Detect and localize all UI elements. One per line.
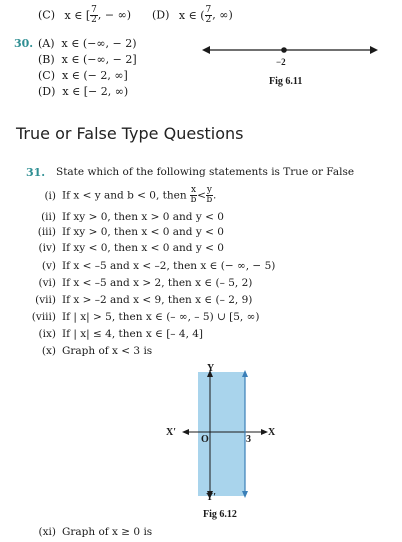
q30-option-a: (A) x ∈ (−∞, − 2) [38, 37, 137, 50]
origin-label: O [201, 434, 209, 445]
fraction: $\frac{7}{2}$ [91, 5, 97, 25]
fraction: $\frac{y}{b}$ [206, 185, 213, 205]
option-label: (C) [38, 8, 55, 22]
option-expr-post: , − ∞) [97, 8, 132, 22]
x-axis-arrow-left-icon [182, 429, 189, 435]
y-prime-axis-label: Y′ [206, 492, 217, 503]
section-heading: True or False Type Questions [16, 124, 244, 143]
figure-caption-6-12: Fig 6.12 [203, 509, 237, 520]
x-prime-axis-label: X′ [166, 427, 177, 438]
q30-option-b: (B) x ∈ (−∞, − 2] [38, 53, 137, 66]
statement-item: (viii) If | x| > 5, then x ∈ (– ∞, – 5) ∪ [5, ∞) [31, 311, 260, 323]
y-axis-label: Y [207, 363, 215, 374]
statement-item: (xi) Graph of x ≥ 0 is [38, 526, 153, 538]
tick-label-3: 3 [246, 434, 251, 445]
statement-item: (ii) If xy > 0, then x > 0 and y < 0 [41, 211, 224, 223]
q30-option-d: (D) x ∈ [− 2, ∞) [38, 85, 129, 98]
question-number-31: 31. [26, 166, 46, 179]
arrow-left-icon [202, 46, 210, 54]
statement-item: (ix) If | x| ≤ 4, then x ∈ [– 4, 4] [38, 328, 204, 340]
arrow-right-icon [370, 46, 378, 54]
q29-option-d [152, 6, 233, 25]
option-expr-post: , ∞) [212, 8, 233, 22]
number-line-point-label: −2 [276, 57, 286, 67]
statement-item: (vi) If x < –5 and x > 2, then x ∈ (– 5, 2) [38, 277, 253, 289]
statement-item: (i) If x < y and b < 0, then $\frac{x}{b}$ < $\frac{y}{b}$ . [44, 185, 217, 205]
option-label: (D) [152, 8, 170, 22]
q29-option-c [38, 6, 131, 25]
point-marker [281, 47, 287, 53]
fraction: $\frac{x}{b}$ [190, 185, 197, 205]
statement-item: (v) If x < –5 and x < –2, then x ∈ (− ∞, − 5) [41, 260, 276, 272]
statement-item: (vii) If x > –2 and x < 9, then x ∈ (– 2, 9) [35, 294, 253, 306]
x-axis-arrow-right-icon [261, 429, 268, 435]
statement-item: (iii) If xy > 0, then x < 0 and y < 0 [37, 226, 224, 238]
option-expr-pre: x ∈ [ [64, 8, 91, 22]
x-axis-label: X [268, 427, 276, 438]
option-expr-pre: x ∈ ( [178, 8, 205, 22]
figure-caption-6-11: Fig 6.11 [269, 76, 303, 87]
statement-item: (x) Graph of x < 3 is [41, 345, 153, 357]
question-prompt: State which of the following statements is True or False [56, 166, 355, 178]
question-number-30: 30. [14, 37, 34, 50]
fraction: $\frac{7}{2}$ [205, 5, 212, 25]
number-line-figure [200, 40, 380, 66]
q30-option-c: (C) x ∈ (− 2, ∞] [38, 69, 128, 82]
statement-item: (iv) If xy < 0, then x < 0 and y < 0 [38, 242, 224, 254]
graph-x-less-than-3 [168, 366, 280, 502]
